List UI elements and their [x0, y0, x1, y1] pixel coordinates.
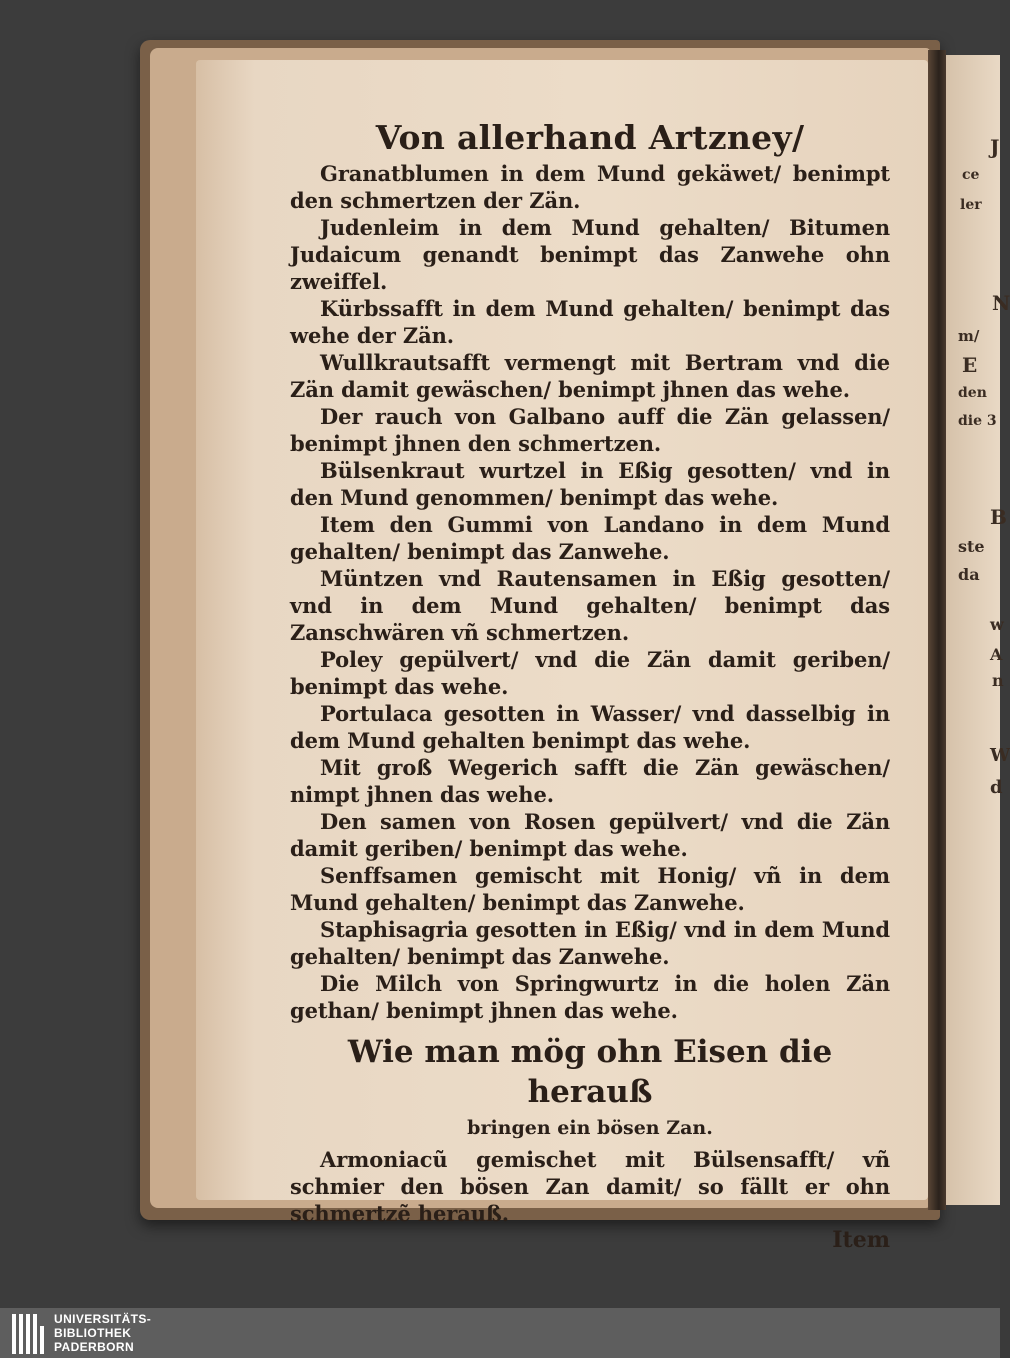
right-page-fragment: den [958, 385, 987, 401]
right-page-fragment: N [992, 291, 1010, 315]
right-page-fragment: m/ [958, 327, 980, 345]
remedy-paragraph: Poley gepülvert/ vnd die Zän damit geriben/ benimpt das wehe. [290, 647, 890, 699]
remedy-paragraph: Kürbssafft in dem Mund gehalten/ benimpt das wehe der Zän. [290, 296, 890, 348]
remedy-paragraph: Armoniacũ gemischet mit Bülsensafft/ vñ schmier den bösen Zan damit/ so fällt er ohn schmertzẽ herauß. [290, 1147, 890, 1226]
remedy-paragraph: Wullkrautsafft vermengt mit Bertram vnd die Zän damit gewäschen/ benimpt jhnen das wehe. [290, 350, 890, 402]
right-page-fragment: ste [958, 537, 985, 556]
remedy-paragraph: Müntzen vnd Rautensamen in Eßig gesotten/ vnd in dem Mund gehalten/ benimpt das Zanschwären vñ schmertzen. [290, 566, 890, 645]
remedy-paragraph: Die Milch von Springwurtz in die holen Zän gethan/ benimpt jhnen das wehe. [290, 971, 890, 1023]
book-gutter [928, 50, 946, 1210]
remedy-paragraph: Bülsenkraut wurtzel in Eßig gesotten/ vnd in den Mund genommen/ benimpt das wehe. [290, 458, 890, 510]
right-page-fragment: ce [962, 167, 980, 183]
logo-line: UNIVERSITÄTS- [54, 1312, 152, 1326]
remedy-paragraph: Der rauch von Galbano auff die Zän gelassen/ benimpt jhnen den schmertzen. [290, 404, 890, 456]
remedy-paragraph: Senffsamen gemischt mit Honig/ vñ in dem Mund gehalten/ benimpt das Zanwehe. [290, 863, 890, 915]
right-page-fragment: A [990, 645, 1003, 664]
right-page-fragment: B [990, 505, 1007, 529]
remedy-paragraph: Staphisagria gesotten in Eßig/ vnd in dem Mund gehalten/ benimpt das Zanwehe. [290, 917, 890, 969]
remedy-paragraph: Judenleim in dem Mund gehalten/ Bitumen Judaicum genandt benimpt das Zanwehe ohn zweiffel. [290, 215, 890, 294]
right-page-fragment: da [958, 565, 980, 584]
page-heading: Von allerhand Artzney/ [375, 118, 805, 157]
logo-line: PADERBORN [54, 1340, 135, 1354]
logo-line: BIBLIOTHEK [54, 1326, 132, 1340]
right-page-fragment: J [990, 135, 1000, 159]
section-heading: Wie man mög ohn Eisen die herauß [347, 1034, 833, 1110]
page-text [290, 118, 890, 1254]
library-logo-icon [12, 1314, 46, 1354]
library-footer [0, 1308, 1000, 1358]
right-page-fragment: die 3 [958, 413, 997, 429]
section-heading-line2: bringen ein bösen Zan. [467, 1117, 713, 1139]
library-logo-text [54, 1312, 151, 1354]
right-page-fragment: W [990, 745, 1010, 766]
remedy-paragraph: Granatblumen in dem Mund gekäwet/ benimpt den schmertzen der Zän. [290, 161, 890, 213]
right-page-fragment: w [990, 615, 1004, 634]
right-page-edge [946, 55, 1010, 1205]
remedy-paragraph: Den samen von Rosen gepülvert/ vnd die Zän damit geriben/ benimpt das wehe. [290, 809, 890, 861]
right-page-fragment: ler [960, 197, 982, 213]
catchword: Item [832, 1227, 890, 1253]
right-page-fragment: E [962, 353, 978, 377]
right-page-fragment: n [992, 671, 1004, 690]
remedy-paragraph: Portulaca gesotten in Wasser/ vnd dasselbig in dem Mund gehalten benimpt das wehe. [290, 701, 890, 753]
remedy-paragraph: Mit groß Wegerich safft die Zän gewäschen/ nimpt jhnen das wehe. [290, 755, 890, 807]
right-page-fragment: d [990, 777, 1003, 798]
remedy-paragraph: Item den Gummi von Landano in dem Mund gehalten/ benimpt das Zanwehe. [290, 512, 890, 564]
